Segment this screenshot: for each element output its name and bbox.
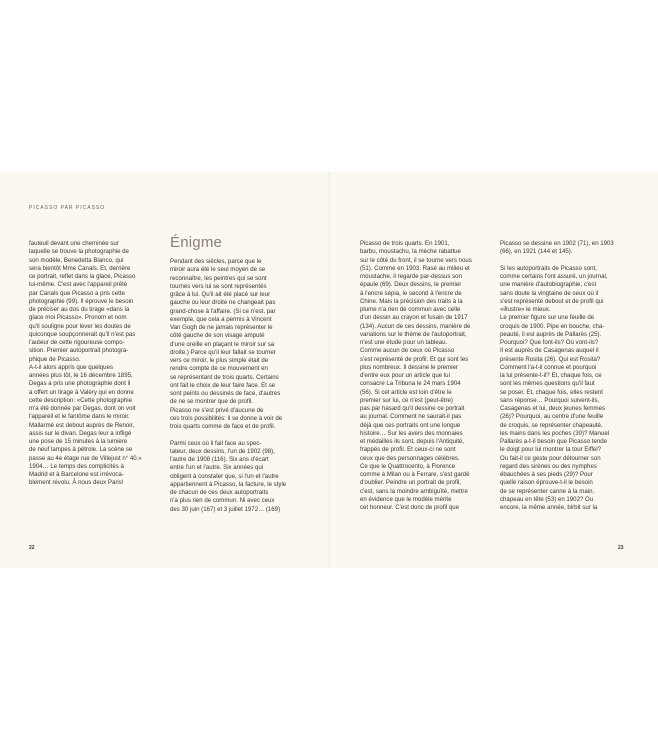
text-line: lui-même. C'est avec l'appareil prêté: [29, 281, 128, 289]
text-line: de chacun de ces deux autoportraits: [170, 489, 269, 496]
text-line: barbu, moustachu, la mèche rabattue: [360, 248, 461, 256]
text-line: comme certains l'ont assuré, un journal,: [500, 273, 608, 280]
text-line: [170, 431, 252, 439]
text-line: trois quarts comme de face et de profil.: [170, 423, 276, 430]
text-line: [500, 257, 582, 265]
text-line: de préciser au dos du tirage «dans la: [29, 306, 130, 313]
page-number-left: 22: [29, 545, 35, 551]
text-line: tateur, deux dessins, l'un de 1902 (98),: [170, 447, 275, 455]
text-line: Comment l'a-t-il connue et pourquoi: [500, 363, 597, 371]
text-line: (51). Comme en 1903. Rasé au milieu et: [360, 264, 470, 272]
text-line: Mallarmé est debout auprès de Renoir,: [29, 421, 135, 429]
text-line: obligent à constater que, si l'un et l'autre: [170, 472, 279, 480]
text-line: épaule (69). Deux dessins, le premier: [360, 281, 462, 289]
text-line: d'oublier. Peindre un portrait de profil,: [360, 479, 462, 487]
text-line: variations sur le thème de l'autoportrait,: [360, 330, 467, 338]
text-line: «illustre» le mieux.: [500, 306, 551, 313]
text-line: se poser. Et, chaque fois, elles restent: [500, 388, 603, 396]
text-line: a offert un tirage à Valéry qui en donne: [29, 388, 134, 396]
text-line: qu'il souligne pour lever les doutes de: [29, 322, 131, 330]
text-line: appartiennent à Picasso, la facture, le style: [170, 480, 287, 488]
text-line: la lui présente-t-il? Et, chaque fois, ce: [500, 372, 602, 379]
text-line: peauté, il est auprès de Pallarès (25).: [500, 330, 602, 338]
text-line: Picasso ne s'est privé d'aucune de: [170, 406, 264, 414]
text-line: de se représenter canne à la main,: [500, 487, 595, 495]
text-line: par Canals que Picasso a pris cette: [29, 289, 125, 297]
text-line: comme à Milan ou à Ferrare, s'est gardé: [360, 471, 470, 478]
text-line: A-t-il alors appris que quelques: [29, 363, 114, 371]
text-line: de croquis, se représenter chapeauté,: [500, 421, 603, 429]
text-line: histoire… Sur les avers des monnaies: [360, 429, 463, 437]
text-line: Comme aucun de ceux où Picasso: [360, 347, 455, 355]
text-line: Si les autoportraits de Picasso sont,: [500, 264, 597, 272]
text-line: miroir aura été le seul moyen de se: [170, 266, 266, 274]
text-line: Le premier figure sur une feuille de: [500, 314, 595, 322]
text-line: phique de Picasso.: [29, 355, 81, 363]
text-line: n'a plus rien de commun. Ni avec ceux: [170, 497, 275, 505]
text-line: sans doute la vingtaine de ceux où il: [500, 289, 599, 297]
text-line: Pendant des siècles, parce que le: [170, 258, 262, 265]
text-line: présente Rosita (26). Qui est Rosita?: [500, 355, 601, 363]
text-line: droite.) Parce qu'il leur fallait se tourner: [170, 348, 276, 356]
text-line: de ne se montrer que de profil.: [170, 398, 253, 406]
text-line: déjà que ces portraits ont une longue: [360, 421, 461, 429]
text-line: Pallarès a-t-il besoin que Picasso tende: [500, 438, 608, 445]
text-line: regard des sirènes ou des nymphes: [500, 462, 597, 470]
text-line: vers ce miroir, le plus simple était de: [170, 357, 269, 364]
text-line: Casagenas et lui, deux jeunes femmes: [500, 405, 606, 412]
text-line: sans réponse… Pourquoi suivent-ils,: [500, 396, 600, 404]
text-line: passe au 4e étage rue de Villejust n° 40.»: [29, 454, 142, 462]
text-line: ébauchées à ses pieds (29)? Pour: [500, 471, 593, 478]
text-line: Parmi ceux où il fait face au spec-: [170, 439, 262, 447]
text-line: Degas a pris une photographie dont il: [29, 380, 131, 388]
text-line: Chine. Mais la précision des traits à la: [360, 297, 463, 305]
text-line: au journal. Comment ne saurait-il pas: [360, 413, 462, 421]
text-line: entre l'un et l'autre. Six années qui: [170, 464, 264, 472]
text-line: Ce que le Quattrocento, à Florence: [360, 462, 456, 470]
text-line: (26)? Pourquoi, au centre d'une feuille: [500, 413, 604, 421]
text-line: tournés vers lui se sont représentés: [170, 282, 267, 290]
text-line: plume n'a rien de commun avec celle: [360, 306, 461, 313]
running-head: PICASSO PAR PICASSO: [29, 205, 106, 211]
text-line: assis sur le divan. Degas leur a infligé: [29, 429, 132, 437]
text-line: Madrid et à Barcelone est irrévoca-: [29, 471, 124, 478]
text-line: l'autre de 1908 (116). Six ans d'écart: [170, 456, 269, 463]
text-line: son modèle, Benedetta Bianco, qui: [29, 256, 124, 264]
text-line: à l'encre sépia, le second à l'encre de: [360, 289, 462, 297]
text-line: m'a été donnée par Degas, dont on voit: [29, 405, 136, 412]
text-line: rendre compte de ce mouvement en: [170, 365, 268, 373]
text-line: ceux que des personnages célèbres.: [360, 454, 460, 462]
text-line: quiconque soupçonnerait qu'il n'est pas: [29, 330, 136, 338]
text-column-1: [29, 240, 142, 488]
text-line: côté gauche de son visage amputé: [170, 332, 265, 340]
text-line: Pourquoi? Que font-ils? Où vont-ils?: [500, 339, 599, 346]
text-line: blement révolu. À nous deux Paris!: [29, 479, 124, 487]
text-line: n'est une étude pour un tableau.: [360, 339, 448, 346]
text-line: une manière d'autobiographie, c'est: [500, 281, 597, 289]
text-line: laquelle se trouve la photographie de: [29, 248, 129, 256]
page-number-right: 23: [618, 545, 624, 551]
text-line: croquis de 1900. Pipe en bouche, cha-: [500, 322, 605, 330]
text-line: ces trois possibilités: il se donne à voir de: [170, 414, 283, 422]
text-line: et médailles ils sont, depuis l'Antiquité,: [360, 438, 465, 445]
text-line: frappés de profil. Et ceux-ci ne sont: [360, 446, 456, 454]
text-line: sont peints ou dessinés de face, d'autres: [170, 390, 281, 397]
text-line: cet honneur. C'est donc de profil que: [360, 504, 460, 511]
text-line: Ou fait-il ce geste pour détourner son: [500, 454, 601, 462]
text-line: chapeau en tête (53) en 1902? Ou: [500, 495, 594, 503]
text-line: sont les mêmes questions qu'il faut: [500, 380, 595, 388]
text-line: plus nombreux. Il dessine le premier: [360, 363, 458, 371]
text-line: premier sur lui, ce n'est (peut-être): [360, 396, 453, 404]
text-line: Il est auprès de Casagenas auquel il: [500, 347, 599, 355]
text-line: exemple, que cela a permis à Vincent: [170, 315, 272, 323]
text-line: moustache, il regarde par-dessus son: [360, 273, 462, 280]
text-line: en évidence que le modèle mérite: [360, 495, 452, 503]
text-line: Picasso de trois quarts. En 1901,: [360, 240, 450, 247]
text-line: se représentant de trois quarts. Certains: [170, 373, 279, 381]
text-line: le doigt pour lui montrer la tour Eiffel?: [500, 446, 602, 454]
text-line: (66), en 1921 (144 et 145).: [500, 248, 573, 256]
text-line: s'est représenté debout et de profil qui: [500, 297, 604, 305]
text-line: cette description: «Cette photographie: [29, 396, 132, 404]
text-line: encore, la même année, birbit sur la: [500, 504, 598, 511]
text-line: sera bientôt Mme Canals. Et, derrière: [29, 264, 131, 272]
text-line: de neuf lampes à pétrole. La scène se: [29, 446, 133, 454]
text-line: ce portrait, reflet dans la glace, Picasso: [29, 273, 136, 280]
text-line: pas par hasard qu'il dessine ce portrait: [360, 405, 465, 412]
text-line: Van Gogh de ne jamais représenter le: [170, 324, 273, 331]
text-line: fauteuil devant une cheminée sur: [29, 240, 119, 247]
text-line: grâce à lui. Qu'il ait été placé sur leur: [170, 291, 271, 298]
text-line: (56). Si cet article est loin d'être le: [360, 388, 452, 396]
text-line: l'auteur de cette rigoureuse compo-: [29, 339, 125, 346]
text-line: s'est représenté de profil. Et qui sont les: [360, 355, 469, 363]
page-gutter: [328, 172, 331, 568]
text-line: reconnaître, les peintres qui se sont: [170, 274, 267, 282]
text-line: photographie (99). Il éprouve le besoin: [29, 297, 134, 305]
text-line: sition. Premier autoportrait photogra-: [29, 347, 129, 355]
text-line: (134). Aucun de ces dessins, manière de: [360, 322, 471, 330]
text-line: d'une oreille en plaçant le miroir sur sa: [170, 340, 275, 348]
text-line: gauche ou leur droite ne changeait pas: [170, 299, 276, 307]
text-line: glace moi Picasso». Pronom et nom: [29, 314, 127, 322]
text-line: d'entre eux pour un article que lui: [360, 372, 450, 379]
text-line: Picasso se dessine en 1902 (71), en 1903: [500, 240, 614, 247]
text-column-4: [500, 240, 614, 512]
text-line: d'un dessin au crayon et fusain de 1917: [360, 314, 468, 322]
text-column-3: [360, 240, 472, 512]
text-line: quelle raison éprouve-t-il le besoin: [500, 479, 593, 487]
text-line: une pose de 15 minutes à la lumière: [29, 438, 128, 445]
section-heading: Énigme: [170, 234, 223, 251]
text-line: l'appareil et le fantôme dans le miroir.: [29, 413, 130, 421]
text-line: 1904… Le temps des complicités à: [29, 462, 124, 470]
text-line: des 30 juin (167) et 3 juillet 1972… (169): [170, 505, 281, 513]
text-column-2: [170, 258, 287, 514]
text-line: c'est, sans la moindre ambiguïté, mettre: [360, 487, 468, 495]
text-line: ont fait le choix de leur faire face. Et se: [170, 381, 276, 389]
book-spread: [0, 172, 658, 568]
text-line: consacre La Tribuna le 24 mars 1904: [360, 380, 461, 388]
text-line: grand-chose à l'affaire. (Si ce n'est, par: [170, 307, 276, 315]
text-line: années plus tôt, le 16 décembre 1895,: [29, 372, 133, 379]
text-line: sur le côté du front, il se tourne vers nous: [360, 256, 472, 264]
text-line: les mains dans les poches (30)? Manuel: [500, 429, 610, 437]
